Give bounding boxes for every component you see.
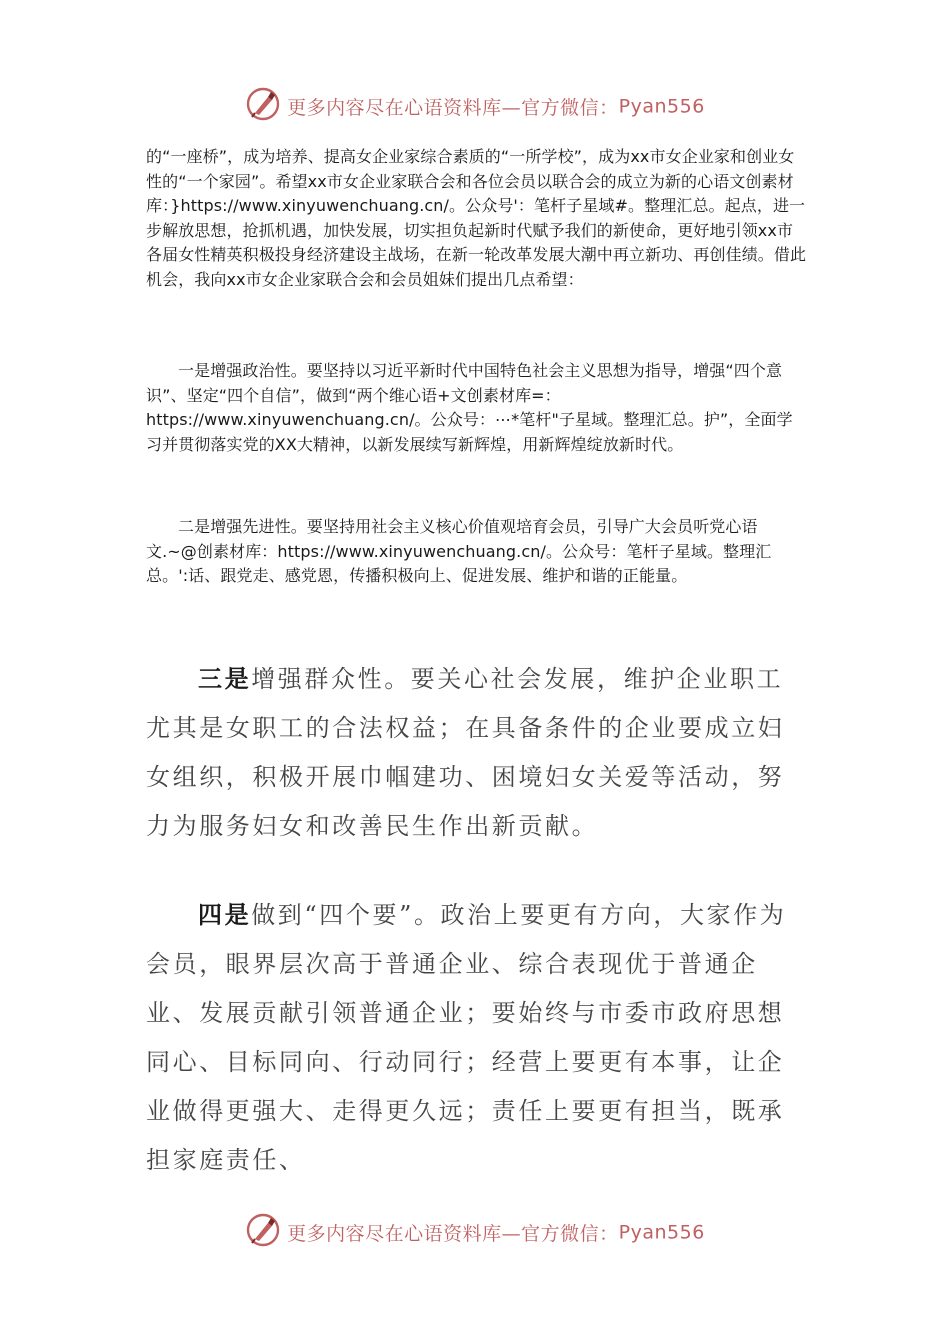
point-four-lead: 四是 xyxy=(198,900,252,929)
banner-text: 更多内容尽在心语资料库—官方微信： xyxy=(287,97,619,119)
paragraph-point-two: 二是增强先进性。要坚持用社会主义核心价值观培育会员，引导广大会员听党心语文.~@创素材库：https://www.xinyuwenchuang.cn/。公众号：笔杆子星域。整理汇总。':话、跟党走、感党恩，传播积极向上、促进发展、维护和谐的正能量。 xyxy=(146,517,772,585)
banner-wechat-handle: Pyan556 xyxy=(618,1221,705,1244)
point-three-body: 增强群众性。要关心社会发展，维护企业职工尤其是女职工的合法权益；在具备条件的企业要成立妇女组织，积极开展巾帼建功、困境妇女关爱等活动，努力为服务妇女和改善民生作出新贡献。 xyxy=(146,665,785,840)
banner-text: 更多内容尽在心语资料库—官方微信： xyxy=(287,1223,619,1245)
pen-nib-logo-icon xyxy=(245,86,281,127)
point-four-body: 做到“四个要”。政治上要更有方向，大家作为会员，眼界层次高于普通企业、综合表现优于普通企业、发展贡献引领普通企业；要始终与市委市政府思想同心、目标同向、行动同行；经营上要更有本事，让企业做得更强大、走得更久远；责任上要更有担当，既承担家庭责任、 xyxy=(146,901,787,1174)
paragraph-point-three xyxy=(146,654,808,851)
point-three-lead: 三是 xyxy=(198,664,252,693)
paragraph-point-four xyxy=(146,890,808,1185)
paragraph-intro: 的“一座桥”，成为培养、提高女企业家综合素质的“一所学校”，成为xx市女企业家和创业女性的“一个家园”。希望xx市女企业家联合会和各位会员以联合会的成立为新的心语文创素材库：}https://www.xinyuwenchuang.cn/。公众号'：笔杆子星域#。整理汇总。起点，进一步解放思想，抢抓机遇，加快发展，切实担负起新时代赋予我们的新使命，更好地引领xx市各届女性精英积极投身经济建设主战场，在新一轮改革发展大潮中再立新功、再创佳绩。借此机会，我向xx市女企业家联合会和会员姐妹们提出几点希望： xyxy=(146,147,807,289)
footer-banner xyxy=(0,1212,950,1253)
pen-nib-logo-icon xyxy=(245,1212,281,1253)
paragraph-point-one: 一是增强政治性。要坚持以习近平新时代中国特色社会主义思想为指导，增强“四个意识”、坚定“四个自信”，做到“两个维心语+文创素材库=：https://www.xinyuwenchuang.cn/。公众号：⋯*笔杆"子星域。整理汇总。护”，全面学习并贯彻落实党的XX大精神，以新发展续写新辉煌，用新辉煌绽放新时代。 xyxy=(146,361,793,454)
header-banner xyxy=(0,86,950,127)
banner-wechat-handle: Pyan556 xyxy=(618,95,705,118)
